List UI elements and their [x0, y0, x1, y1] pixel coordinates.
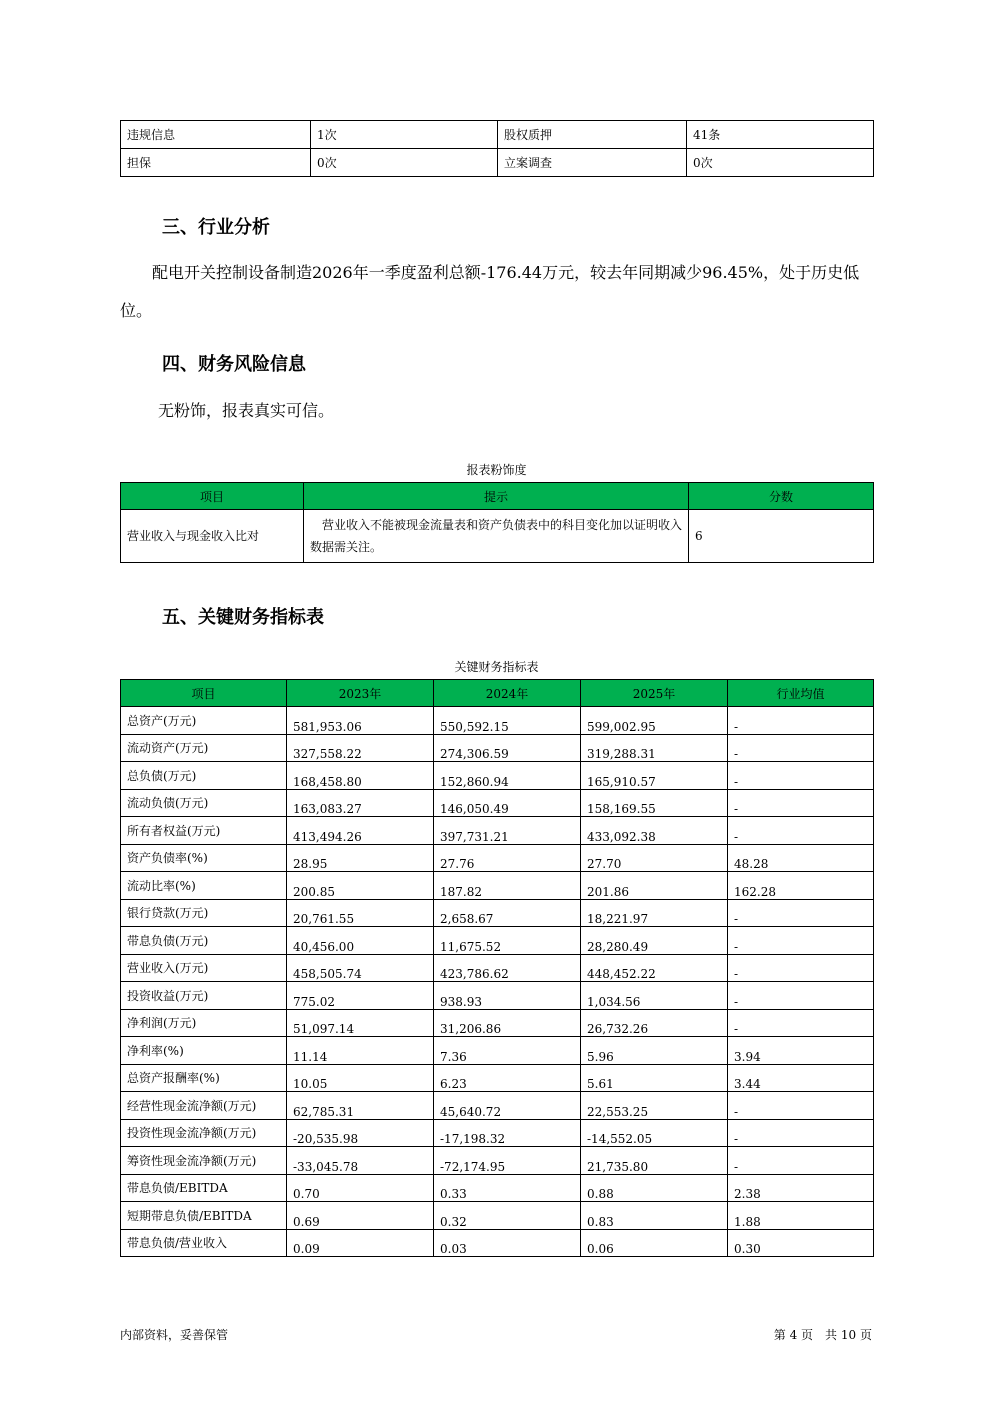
table-row [121, 707, 874, 735]
kpi-header-2025: 2025年 [581, 680, 728, 707]
kpi-2024: -72,174.95 [434, 1147, 581, 1175]
kpi-2025: 165,910.57 [581, 762, 728, 790]
kpi-2024: 938.93 [434, 982, 581, 1010]
table-row [121, 844, 874, 872]
table-row [121, 734, 874, 762]
kpi-2025: 0.88 [581, 1174, 728, 1202]
table-row [121, 1037, 874, 1065]
kpi-industry-avg: 48.28 [728, 844, 874, 872]
kpi-2023: 40,456.00 [287, 927, 434, 955]
kpi-2025: 28,280.49 [581, 927, 728, 955]
kpi-industry-avg: 1.88 [728, 1202, 874, 1230]
kpi-2023: 413,494.26 [287, 817, 434, 845]
risk-cell-k2: 股权质押 [498, 121, 687, 149]
kpi-item: 净利率(%) [121, 1037, 287, 1065]
table-row [121, 1174, 874, 1202]
kpi-2024: 397,731.21 [434, 817, 581, 845]
table-row [121, 789, 874, 817]
kpi-industry-avg: - [728, 1147, 874, 1175]
kpi-2025: 26,732.26 [581, 1009, 728, 1037]
kpi-2025: 5.96 [581, 1037, 728, 1065]
kpi-industry-avg: - [728, 1119, 874, 1147]
kpi-industry-avg: 3.94 [728, 1037, 874, 1065]
table-row [121, 1147, 874, 1175]
kpi-2024: 274,306.59 [434, 734, 581, 762]
kpi-2023: 775.02 [287, 982, 434, 1010]
kpi-item: 带息负债/EBITDA [121, 1174, 287, 1202]
kpi-2024: 187.82 [434, 872, 581, 900]
kpi-2023: 11.14 [287, 1037, 434, 1065]
page-current: 4 [789, 1328, 798, 1342]
kpi-2023: 62,785.31 [287, 1092, 434, 1120]
kpi-2023: 10.05 [287, 1064, 434, 1092]
table-row [121, 1119, 874, 1147]
section3-title: 三、行业分析 [162, 217, 270, 238]
kpi-item: 流动资产(万元) [121, 734, 287, 762]
kpi-2025: 201.86 [581, 872, 728, 900]
table-row [121, 1092, 874, 1120]
kpi-industry-avg: - [728, 1092, 874, 1120]
kpi-item: 带息负债/营业收入 [121, 1229, 287, 1257]
kpi-item: 筹资性现金流净额(万元) [121, 1147, 287, 1175]
page-total: 10 [840, 1328, 857, 1342]
fake-table [120, 482, 874, 563]
table-row [121, 1064, 874, 1092]
kpi-2023: 581,953.06 [287, 707, 434, 735]
kpi-2024: 7.36 [434, 1037, 581, 1065]
kpi-item: 流动比率(%) [121, 872, 287, 900]
fake-table-caption: 报表粉饰度 [466, 463, 527, 477]
table-row [121, 762, 874, 790]
kpi-industry-avg: - [728, 734, 874, 762]
section4-text: 无粉饰，报表真实可信。 [158, 401, 335, 420]
kpi-2025: 433,092.38 [581, 817, 728, 845]
kpi-header-item: 项目 [121, 680, 287, 707]
risk-cell-k2: 立案调查 [498, 149, 687, 177]
kpi-industry-avg: - [728, 707, 874, 735]
kpi-item: 投资性现金流净额(万元) [121, 1119, 287, 1147]
kpi-2025: 5.61 [581, 1064, 728, 1092]
kpi-2023: -33,045.78 [287, 1147, 434, 1175]
kpi-2023: 0.09 [287, 1229, 434, 1257]
kpi-item: 净利润(万元) [121, 1009, 287, 1037]
kpi-2023: 51,097.14 [287, 1009, 434, 1037]
table-row [121, 817, 874, 845]
kpi-2025: 1,034.56 [581, 982, 728, 1010]
kpi-industry-avg: - [728, 954, 874, 982]
kpi-2023: 200.85 [287, 872, 434, 900]
kpi-item: 总负债(万元) [121, 762, 287, 790]
risk-cell-v1: 1次 [311, 121, 498, 149]
kpi-item: 投资收益(万元) [121, 982, 287, 1010]
kpi-2023: 458,505.74 [287, 954, 434, 982]
kpi-table [120, 679, 874, 1257]
kpi-2025: 27.70 [581, 844, 728, 872]
kpi-table-caption: 关键财务指标表 [454, 660, 539, 674]
kpi-item: 短期带息负债/EBITDA [121, 1202, 287, 1230]
table-row [121, 1229, 874, 1257]
kpi-2025: 448,452.22 [581, 954, 728, 982]
kpi-2023: 0.70 [287, 1174, 434, 1202]
kpi-item: 所有者权益(万元) [121, 817, 287, 845]
fake-item: 营业收入与现金收入比对 [121, 510, 304, 563]
section4-title: 四、财务风险信息 [162, 354, 306, 375]
kpi-industry-avg: - [728, 927, 874, 955]
section5-title: 五、关键财务指标表 [162, 607, 324, 628]
kpi-industry-avg: 0.30 [728, 1229, 874, 1257]
kpi-2025: 21,735.80 [581, 1147, 728, 1175]
kpi-2023: 20,761.55 [287, 899, 434, 927]
kpi-2024: 0.03 [434, 1229, 581, 1257]
kpi-2025: 158,169.55 [581, 789, 728, 817]
kpi-2024: 45,640.72 [434, 1092, 581, 1120]
kpi-2025: 22,553.25 [581, 1092, 728, 1120]
fake-header-hint: 提示 [304, 483, 689, 510]
kpi-item: 总资产(万元) [121, 707, 287, 735]
table-row [121, 510, 874, 563]
fake-header-item: 项目 [121, 483, 304, 510]
kpi-2023: 327,558.22 [287, 734, 434, 762]
kpi-header-2023: 2023年 [287, 680, 434, 707]
kpi-2024: 11,675.52 [434, 927, 581, 955]
table-row [121, 1009, 874, 1037]
kpi-item: 总资产报酬率(%) [121, 1064, 287, 1092]
kpi-2024: 423,786.62 [434, 954, 581, 982]
table-row [121, 954, 874, 982]
kpi-industry-avg: - [728, 789, 874, 817]
table-row [121, 121, 874, 149]
table-row [121, 927, 874, 955]
kpi-industry-avg: 2.38 [728, 1174, 874, 1202]
kpi-industry-avg: - [728, 817, 874, 845]
kpi-2023: -20,535.98 [287, 1119, 434, 1147]
kpi-2024: 31,206.86 [434, 1009, 581, 1037]
kpi-industry-avg: - [728, 982, 874, 1010]
risk-cell-v1: 0次 [311, 149, 498, 177]
section3-text: 配电开关控制设备制造2026年一季度盈利总额-176.44万元，较去年同期减少96.45%，处于历史低位。 [120, 263, 860, 320]
fake-header-score: 分数 [689, 483, 874, 510]
kpi-industry-avg: - [728, 762, 874, 790]
page-number: 第 4 页 共 10 页 [773, 1328, 872, 1342]
kpi-item: 流动负债(万元) [121, 789, 287, 817]
kpi-2025: 18,221.97 [581, 899, 728, 927]
kpi-2024: 146,050.49 [434, 789, 581, 817]
kpi-2025: 319,288.31 [581, 734, 728, 762]
kpi-2025: 0.06 [581, 1229, 728, 1257]
kpi-item: 经营性现金流净额(万元) [121, 1092, 287, 1120]
kpi-2024: 6.23 [434, 1064, 581, 1092]
kpi-2025: 599,002.95 [581, 707, 728, 735]
kpi-item: 银行贷款(万元) [121, 899, 287, 927]
risk-cell-v2: 41条 [687, 121, 874, 149]
risk-cell-k1: 担保 [121, 149, 311, 177]
kpi-2024: 0.33 [434, 1174, 581, 1202]
kpi-2024: 550,592.15 [434, 707, 581, 735]
kpi-2025: -14,552.05 [581, 1119, 728, 1147]
kpi-2024: 152,860.94 [434, 762, 581, 790]
kpi-2023: 28.95 [287, 844, 434, 872]
kpi-2025: 0.83 [581, 1202, 728, 1230]
kpi-2024: 0.32 [434, 1202, 581, 1230]
kpi-item: 带息负债(万元) [121, 927, 287, 955]
kpi-2023: 163,083.27 [287, 789, 434, 817]
table-row [121, 982, 874, 1010]
kpi-industry-avg: 3.44 [728, 1064, 874, 1092]
kpi-header-2024: 2024年 [434, 680, 581, 707]
risk-info-table [120, 120, 874, 177]
table-row [121, 1202, 874, 1230]
kpi-industry-avg: 162.28 [728, 872, 874, 900]
table-row [121, 149, 874, 177]
kpi-2024: -17,198.32 [434, 1119, 581, 1147]
kpi-2023: 168,458.80 [287, 762, 434, 790]
table-row [121, 872, 874, 900]
kpi-2024: 2,658.67 [434, 899, 581, 927]
kpi-2024: 27.76 [434, 844, 581, 872]
kpi-header-industry-avg: 行业均值 [728, 680, 874, 707]
risk-cell-k1: 违规信息 [121, 121, 311, 149]
kpi-item: 营业收入(万元) [121, 954, 287, 982]
footer-note: 内部资料，妥善保管 [120, 1328, 229, 1342]
table-row [121, 899, 874, 927]
kpi-industry-avg: - [728, 1009, 874, 1037]
fake-score: 6 [689, 510, 874, 563]
kpi-2023: 0.69 [287, 1202, 434, 1230]
risk-cell-v2: 0次 [687, 149, 874, 177]
fake-hint: 营业收入不能被现金流量表和资产负债表中的科目变化加以证明收入数据需关注。 [304, 510, 689, 563]
kpi-industry-avg: - [728, 899, 874, 927]
kpi-item: 资产负债率(%) [121, 844, 287, 872]
